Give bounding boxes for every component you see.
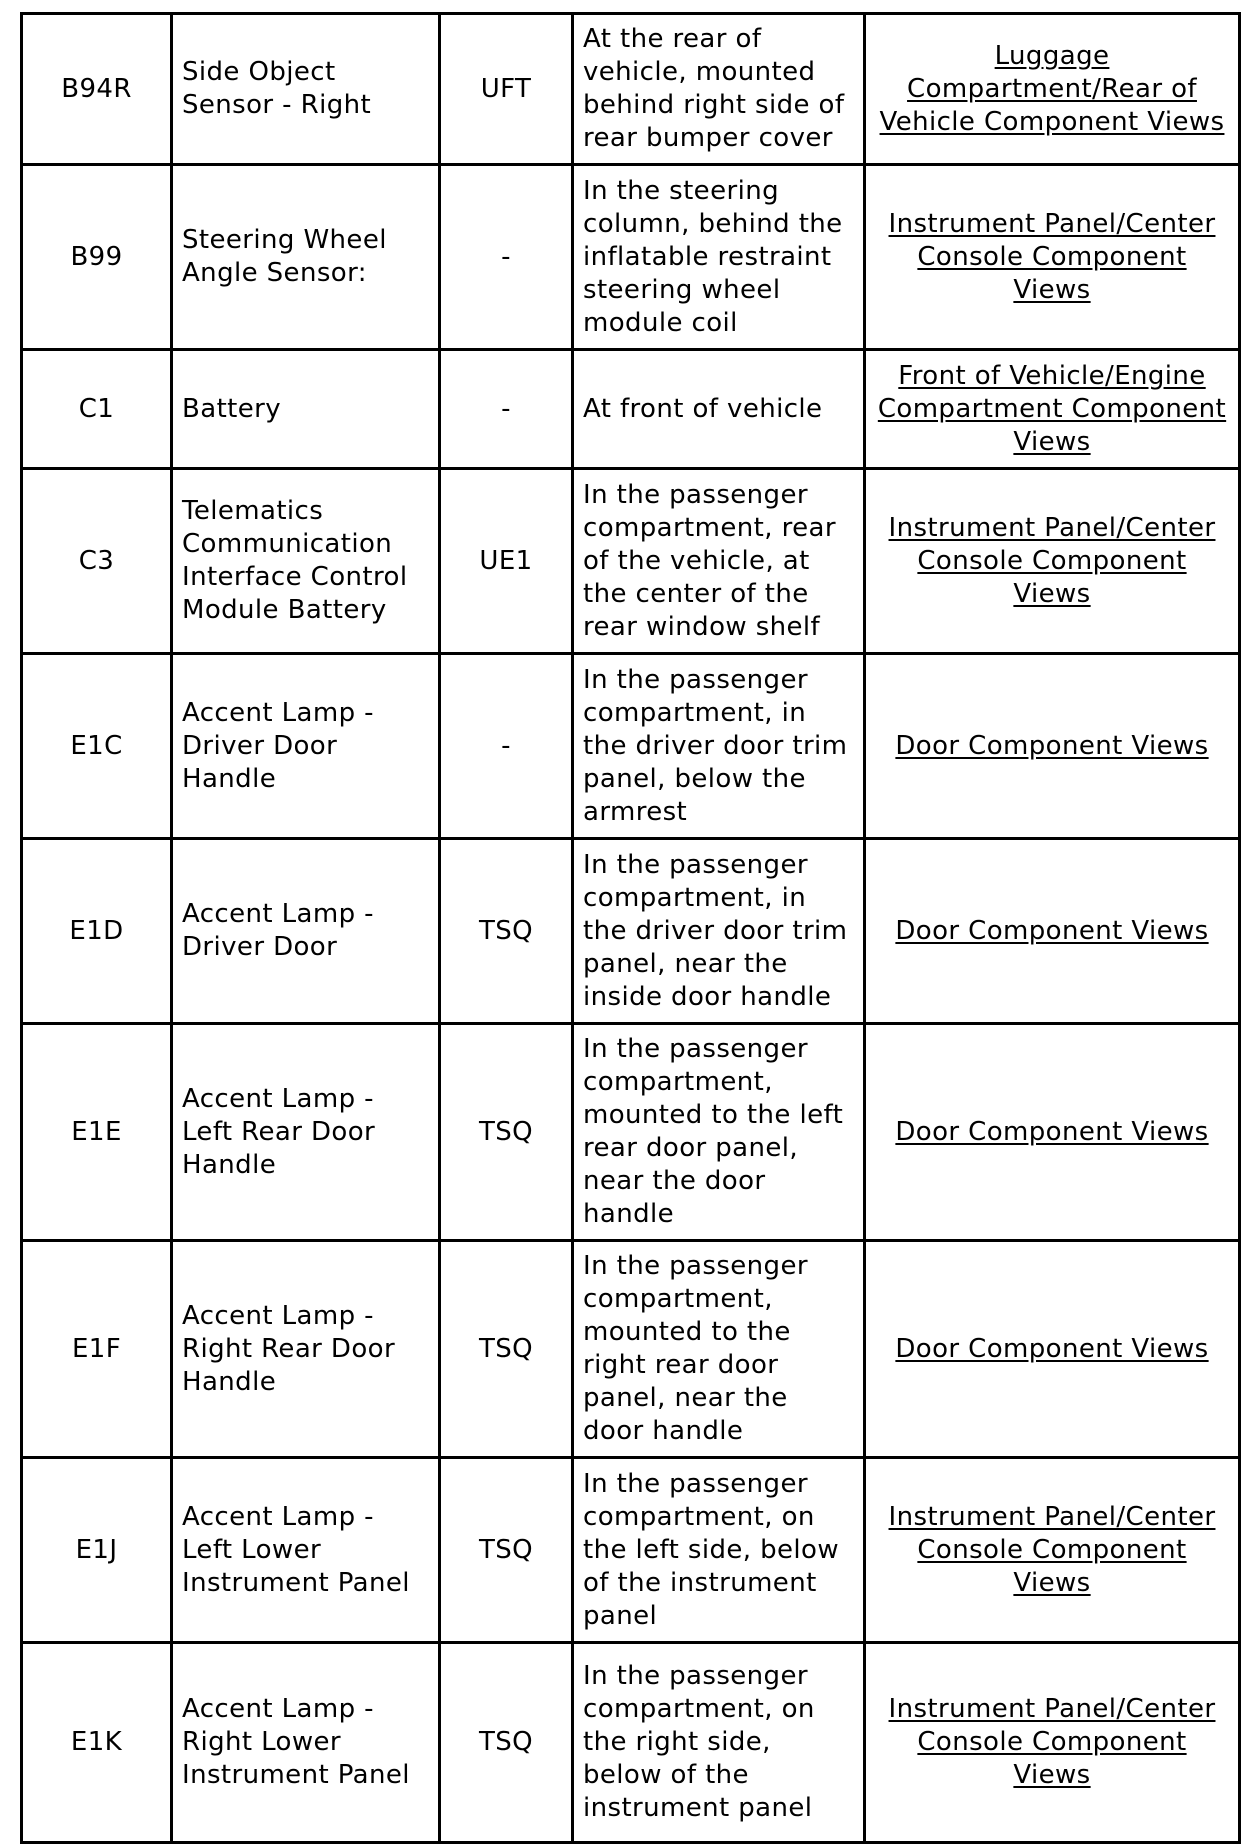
table-row <box>22 1643 1240 1843</box>
connector-code: TSQ <box>440 1458 573 1643</box>
table-row <box>22 350 1240 469</box>
component-id: E1D <box>22 839 172 1024</box>
table-row <box>22 1024 1240 1241</box>
component-location: In the passenger compartment, in the driver door trim panel, below the armrest <box>573 654 865 839</box>
table-row <box>22 165 1240 350</box>
component-location: In the passenger compartment, on the left side, below of the instrument panel <box>573 1458 865 1643</box>
view-link-cell <box>865 839 1240 1024</box>
component-id: E1F <box>22 1241 172 1458</box>
component-view-link[interactable]: Door Component Views <box>895 1333 1209 1364</box>
component-name: Side Object Sensor - Right <box>172 14 440 165</box>
component-location: In the passenger compartment, mounted to the left rear door panel, near the door handle <box>573 1024 865 1241</box>
component-view-link[interactable]: Instrument Panel/Center Console Component Views <box>888 512 1216 609</box>
component-id: C1 <box>22 350 172 469</box>
connector-code: UFT <box>440 14 573 165</box>
component-location: At the rear of vehicle, mounted behind right side of rear bumper cover <box>573 14 865 165</box>
component-id: E1J <box>22 1458 172 1643</box>
component-view-link[interactable]: Door Component Views <box>895 915 1209 946</box>
connector-code: TSQ <box>440 1643 573 1843</box>
component-name: Accent Lamp - Left Lower Instrument Panel <box>172 1458 440 1643</box>
view-link-cell <box>865 654 1240 839</box>
table-row <box>22 14 1240 165</box>
table-row <box>22 1458 1240 1643</box>
component-name: Accent Lamp - Right Lower Instrument Panel <box>172 1643 440 1843</box>
connector-code: - <box>440 165 573 350</box>
component-view-link[interactable]: Instrument Panel/Center Console Component Views <box>888 1501 1216 1598</box>
connector-code: - <box>440 654 573 839</box>
component-view-link[interactable]: Instrument Panel/Center Console Component Views <box>888 1694 1216 1790</box>
component-location: In the passenger compartment, in the driver door trim panel, near the inside door handle <box>573 839 865 1024</box>
component-name: Telematics Communication Interface Control Module Battery <box>172 469 440 654</box>
view-link-cell <box>865 469 1240 654</box>
view-link-cell <box>865 1024 1240 1241</box>
view-link-cell <box>865 350 1240 469</box>
component-id: B94R <box>22 14 172 165</box>
view-link-cell <box>865 165 1240 350</box>
component-view-link[interactable]: Instrument Panel/Center Console Component Views <box>888 208 1216 305</box>
connector-code: TSQ <box>440 1241 573 1458</box>
component-view-link[interactable]: Luggage Compartment/Rear of Vehicle Component Views <box>879 40 1225 137</box>
component-name: Accent Lamp - Right Rear Door Handle <box>172 1241 440 1458</box>
component-id: E1E <box>22 1024 172 1241</box>
table-row <box>22 1241 1240 1458</box>
component-name: Accent Lamp - Left Rear Door Handle <box>172 1024 440 1241</box>
component-id: B99 <box>22 165 172 350</box>
table-row <box>22 839 1240 1024</box>
component-view-link[interactable]: Door Component Views <box>895 1116 1209 1147</box>
component-location: In the passenger compartment, rear of the vehicle, at the center of the rear window shelf <box>573 469 865 654</box>
component-location: In the passenger compartment, on the right side, below of the instrument panel <box>573 1643 865 1843</box>
component-name: Steering Wheel Angle Sensor: <box>172 165 440 350</box>
component-location: In the passenger compartment, mounted to the right rear door panel, near the door handle <box>573 1241 865 1458</box>
connector-code: TSQ <box>440 1024 573 1241</box>
view-link-cell <box>865 14 1240 165</box>
connector-code: TSQ <box>440 839 573 1024</box>
connector-code: UE1 <box>440 469 573 654</box>
component-name: Accent Lamp - Driver Door Handle <box>172 654 440 839</box>
component-locator-table <box>20 12 1241 1844</box>
component-location: At front of vehicle <box>573 350 865 469</box>
view-link-cell <box>865 1458 1240 1643</box>
connector-code: - <box>440 350 573 469</box>
view-link-cell <box>865 1241 1240 1458</box>
component-view-link[interactable]: Front of Vehicle/Engine Compartment Component Views <box>877 360 1227 457</box>
view-link-cell <box>865 1643 1240 1843</box>
table-row <box>22 654 1240 839</box>
component-id: E1K <box>22 1643 172 1843</box>
component-location: In the steering column, behind the inflatable restraint steering wheel module coil <box>573 165 865 350</box>
component-name: Accent Lamp - Driver Door <box>172 839 440 1024</box>
component-id: C3 <box>22 469 172 654</box>
component-name: Battery <box>172 350 440 469</box>
component-view-link[interactable]: Door Component Views <box>895 730 1209 761</box>
table-row <box>22 469 1240 654</box>
component-id: E1C <box>22 654 172 839</box>
